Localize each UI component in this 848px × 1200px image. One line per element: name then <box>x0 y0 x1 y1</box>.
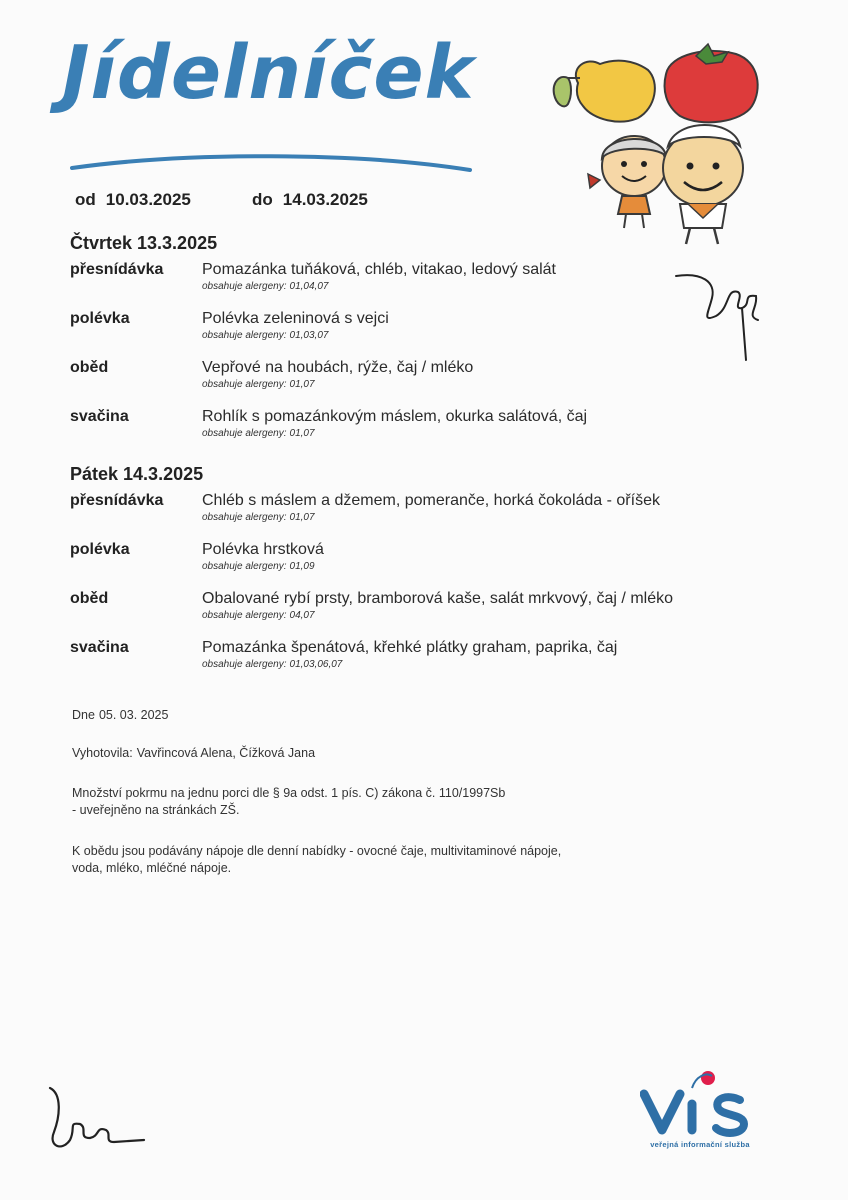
meal-row <box>70 539 790 588</box>
meal-row <box>70 406 790 455</box>
portion-note <box>72 785 692 819</box>
meal-description: Vepřové na houbách, rýže, čaj / mléko <box>202 359 474 376</box>
prepared-by-label: Vyhotovila: <box>72 746 133 760</box>
allergen-codes: 01,07 <box>289 512 315 523</box>
day-title: Čtvrtek 13.3.2025 <box>70 233 218 253</box>
meal-row <box>70 490 790 539</box>
title-underline <box>66 150 476 180</box>
meal-description: Polévka zeleninová s vejci <box>202 310 389 327</box>
day-section <box>70 462 790 686</box>
portion-note-line: - uveřejněno na stránkách ZŠ. <box>72 803 240 817</box>
week-from <box>75 190 191 210</box>
issue-date-label: Dne <box>72 708 95 722</box>
meal-name: oběd <box>70 590 109 607</box>
meal-allergens <box>202 659 342 670</box>
meal-allergens <box>202 512 315 523</box>
meal-row <box>70 588 790 637</box>
meal-name: přesnídávka <box>70 492 164 509</box>
allergen-codes: 01,03,07 <box>289 330 329 341</box>
meal-name: polévka <box>70 541 130 558</box>
meal-allergens <box>202 330 328 341</box>
meal-description: Rohlík s pomazánkovým máslem, okurka salátová, čaj <box>202 408 588 425</box>
prepared-by <box>72 745 692 762</box>
signature <box>40 1082 150 1157</box>
meal-allergens <box>202 379 315 390</box>
day-title: Pátek 14.3.2025 <box>70 464 204 484</box>
meal-name: přesnídávka <box>70 261 164 278</box>
allergen-label: obsahuje alergeny: <box>202 659 287 670</box>
meal-name: polévka <box>70 310 130 327</box>
week-to <box>252 190 368 210</box>
meal-row <box>70 637 790 686</box>
drinks-note-line: voda, mléko, mléčné nápoje. <box>72 861 232 875</box>
allergen-codes: 01,04,07 <box>289 281 329 292</box>
week-to-label: do <box>252 190 273 209</box>
meal-row <box>70 259 790 308</box>
meal-name: svačina <box>70 408 129 425</box>
week-to-date: 14.03.2025 <box>282 190 368 209</box>
meal-description: Pomazánka tuňáková, chléb, vitakao, ledový salát <box>202 261 556 278</box>
meal-allergens <box>202 428 315 439</box>
issue-date <box>72 707 692 724</box>
portion-note-line: Množství pokrmu na jednu porci dle § 9a odst. 1 pís. C) zákona č. 110/1997Sb <box>72 786 506 800</box>
meal-allergens <box>202 281 328 292</box>
allergen-label: obsahuje alergeny: <box>202 561 287 572</box>
meal-row <box>70 308 790 357</box>
allergen-codes: 01,07 <box>289 379 315 390</box>
allergen-codes: 01,07 <box>289 428 315 439</box>
meal-allergens <box>202 610 315 621</box>
day-section <box>70 231 790 455</box>
allergen-codes: 01,03,06,07 <box>289 659 343 670</box>
meal-row <box>70 357 790 406</box>
meal-description: Obalované rybí prsty, bramborová kaše, salát mrkvový, čaj / mléko <box>202 590 673 607</box>
week-from-date: 10.03.2025 <box>105 190 191 209</box>
meal-description: Chléb s máslem a džemem, pomeranče, horká čokoláda - oříšek <box>202 492 660 509</box>
drinks-note <box>72 843 692 877</box>
allergen-label: obsahuje alergeny: <box>202 281 287 292</box>
issue-date-value: 05. 03. 2025 <box>98 708 169 722</box>
drinks-note-line: K obědu jsou podávány nápoje dle denní nabídky - ovocné čaje, multivitaminové nápoje, <box>72 844 562 858</box>
meal-description: Pomazánka špenátová, křehké plátky graham, paprika, čaj <box>202 639 618 656</box>
allergen-codes: 04,07 <box>289 610 315 621</box>
allergen-label: obsahuje alergeny: <box>202 330 287 341</box>
meal-allergens <box>202 561 315 572</box>
allergen-label: obsahuje alergeny: <box>202 379 287 390</box>
allergen-label: obsahuje alergeny: <box>202 428 287 439</box>
logo-tagline: veřejná informační služba <box>650 1140 750 1149</box>
allergen-codes: 01,09 <box>289 561 315 572</box>
allergen-label: obsahuje alergeny: <box>202 512 287 523</box>
prepared-by-names: Vavřincová Alena, Čížková Jana <box>136 746 316 760</box>
allergen-label: obsahuje alergeny: <box>202 610 287 621</box>
children-with-fruit-illustration <box>538 38 768 253</box>
week-from-label: od <box>75 190 96 209</box>
meal-description: Polévka hrstková <box>202 541 324 558</box>
meal-name: oběd <box>70 359 109 376</box>
meal-name: svačina <box>70 639 129 656</box>
page-title: Jídelníček <box>62 30 475 116</box>
